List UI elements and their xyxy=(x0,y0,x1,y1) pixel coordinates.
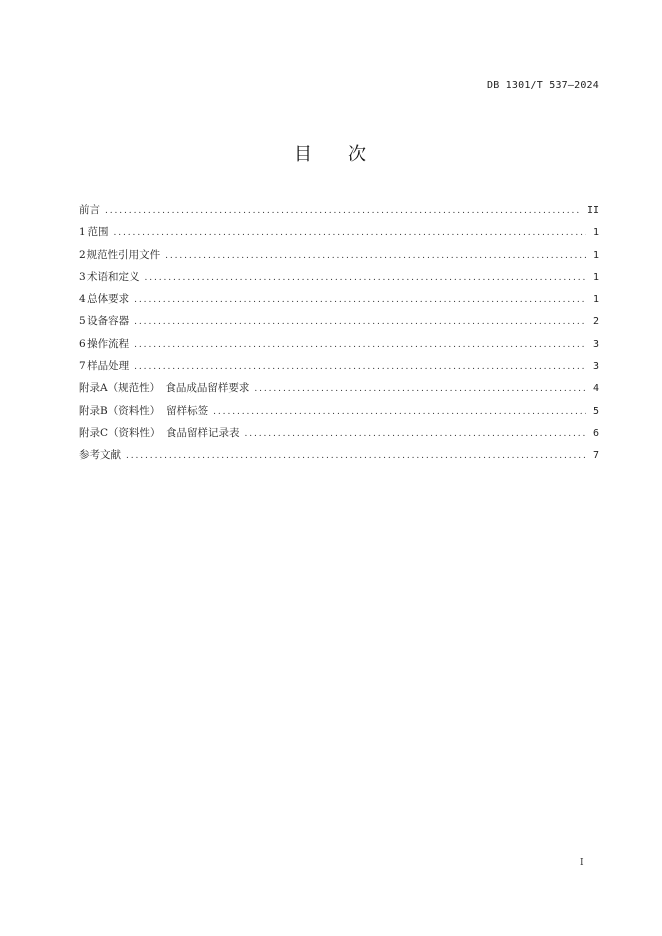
toc-page-number: 7 xyxy=(592,450,599,462)
toc-entry-subtitle: 食品成品留样要求 xyxy=(165,382,250,395)
toc-leader-dots xyxy=(213,401,586,423)
toc-page-number: 1 xyxy=(592,249,599,261)
toc-entry-number: 4 xyxy=(79,293,86,306)
toc-entry-number: 2 xyxy=(79,248,86,261)
toc-page-number: 3 xyxy=(592,361,599,373)
footer-page-number: I xyxy=(580,858,584,868)
toc-entry-label: 术语和定义 xyxy=(86,270,140,283)
toc-entry-label: 总体要求 xyxy=(87,293,130,306)
toc-entry-number: 6 xyxy=(79,337,86,350)
toc-entry-general-requirements[interactable] xyxy=(79,288,599,310)
document-code: DB 1301/T 537—2024 xyxy=(487,80,599,91)
toc-leader-dots xyxy=(244,423,586,445)
toc-entry-label: 样品处理 xyxy=(87,360,130,373)
toc-page-number: 1 xyxy=(592,227,599,239)
toc-entry-normative-references[interactable] xyxy=(79,244,599,266)
toc-entry-foreword[interactable] xyxy=(79,199,599,221)
title-char: 目 xyxy=(294,144,314,165)
toc-page-number: II xyxy=(586,205,599,216)
toc-entry-operating-procedure[interactable] xyxy=(79,333,599,355)
toc-leader-dots xyxy=(134,311,586,333)
toc-entry-number: 3 xyxy=(79,270,86,283)
toc-page-number: 2 xyxy=(592,316,599,328)
toc-entry-number: 7 xyxy=(79,360,86,373)
toc-page-number: 1 xyxy=(592,294,599,306)
toc-entry-subtitle: 食品留样记录表 xyxy=(165,426,240,439)
toc-entry-label: 规范性引用文件 xyxy=(86,248,161,261)
toc-entry-label: 附录B（资料性） xyxy=(79,404,161,417)
toc-entry-terms-definitions[interactable] xyxy=(79,266,599,288)
toc-entry-bibliography[interactable] xyxy=(79,444,599,466)
toc-entry-equipment-containers[interactable] xyxy=(79,310,599,332)
toc-entry-scope[interactable] xyxy=(79,221,599,243)
toc-leader-dots xyxy=(134,289,586,311)
table-of-contents xyxy=(79,199,599,467)
toc-page-number: 4 xyxy=(592,383,599,395)
toc-leader-dots xyxy=(105,200,582,222)
toc-entry-label: 附录A（规范性） xyxy=(79,382,161,395)
toc-entry-label: 前言 xyxy=(79,204,100,216)
toc-entry-appendix-c[interactable] xyxy=(79,422,599,444)
toc-entry-label: 操作流程 xyxy=(87,337,130,350)
toc-leader-dots xyxy=(134,334,586,356)
toc-entry-appendix-a[interactable] xyxy=(79,377,599,399)
toc-entry-number: 5 xyxy=(79,315,86,328)
toc-leader-dots xyxy=(126,445,586,467)
toc-entry-sample-handling[interactable] xyxy=(79,355,599,377)
toc-entry-appendix-b[interactable] xyxy=(79,400,599,422)
toc-entry-label: 设备容器 xyxy=(87,315,130,328)
toc-entry-label: 范围 xyxy=(87,226,109,239)
toc-page-number: 6 xyxy=(592,427,599,439)
title-char: 次 xyxy=(348,144,368,165)
toc-leader-dots xyxy=(165,245,586,267)
toc-entry-number: 1 xyxy=(79,226,86,239)
toc-leader-dots xyxy=(144,267,586,289)
toc-page-number: 3 xyxy=(592,338,599,350)
toc-entry-label: 附录C（资料性） xyxy=(79,426,161,439)
toc-leader-dots xyxy=(114,222,586,244)
toc-leader-dots xyxy=(134,356,586,378)
toc-entry-subtitle: 留样标签 xyxy=(166,404,209,417)
toc-page-number: 1 xyxy=(592,271,599,283)
toc-page-number: 5 xyxy=(592,405,599,417)
toc-entry-label: 参考文献 xyxy=(79,449,121,462)
toc-leader-dots xyxy=(254,378,586,400)
page-title xyxy=(0,140,662,166)
